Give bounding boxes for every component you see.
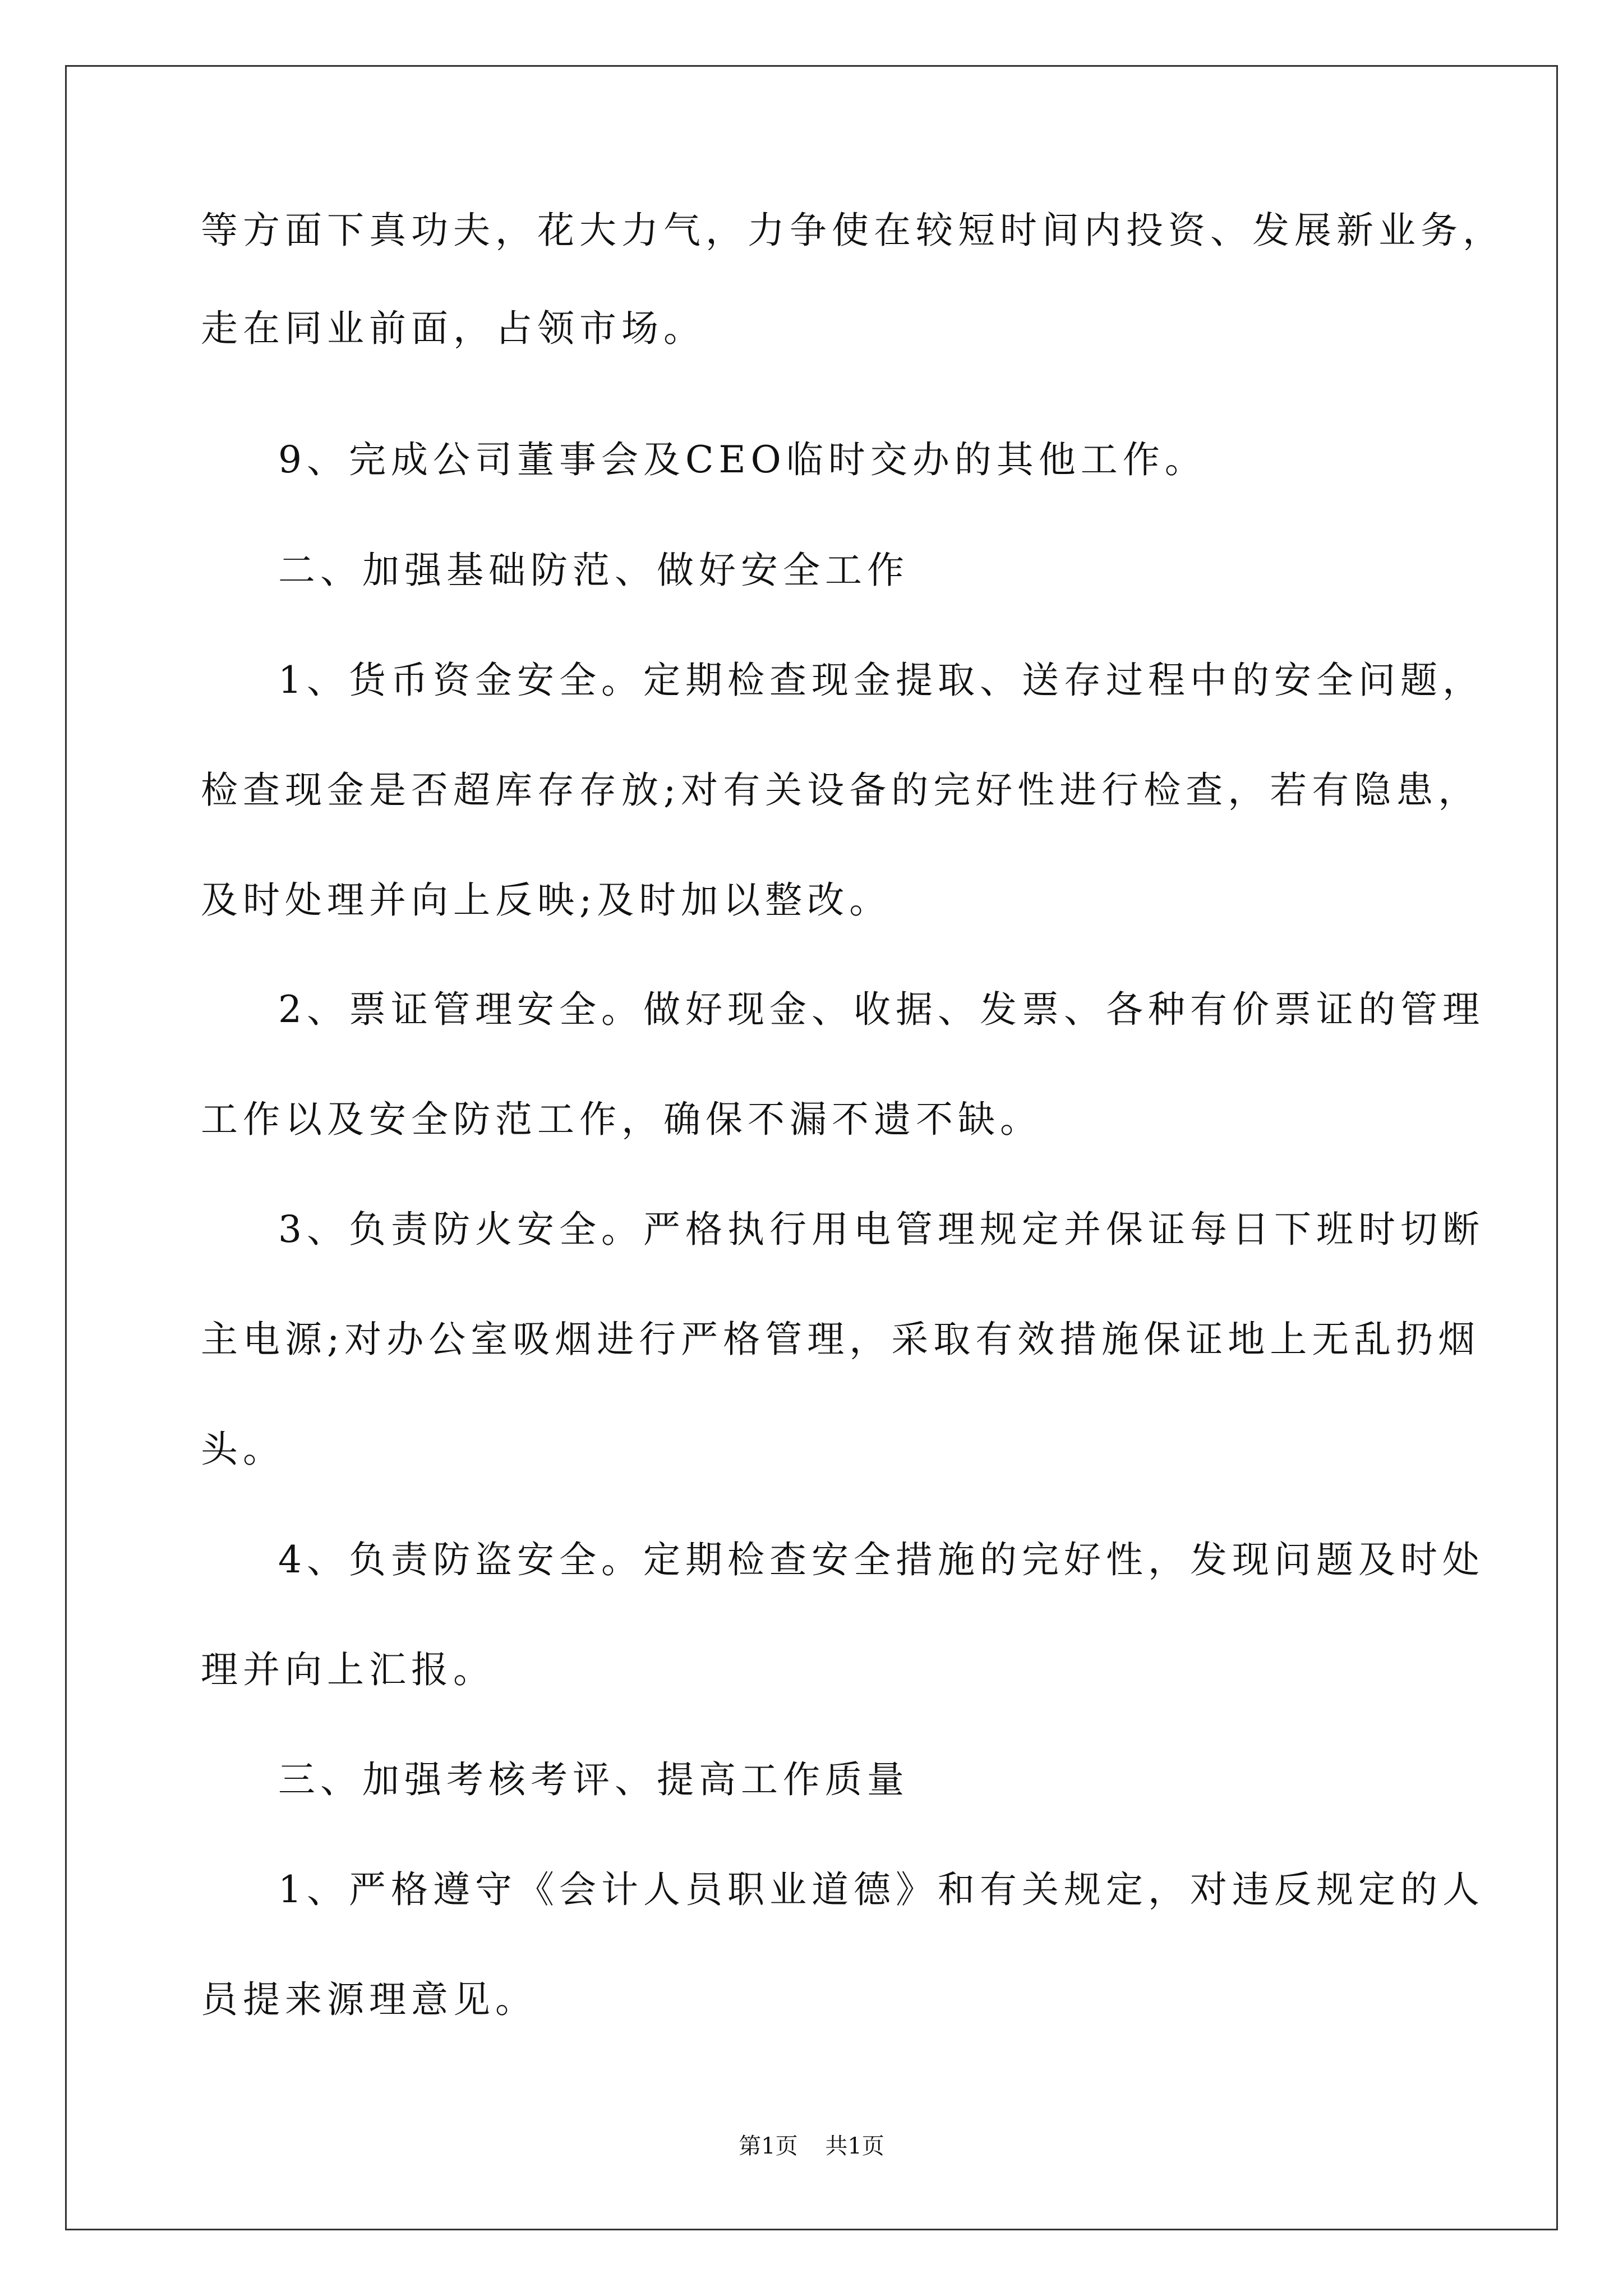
text-line: 走在同业前面，占领市场。 (201, 307, 706, 350)
text-line: 等方面下真功夫，花大力气，力争使在较短时间内投资、发展新业务， (201, 209, 1505, 252)
page-number: 第1页 (739, 2133, 798, 2159)
text-line: 检查现金是否超库存存放;对有关设备的完好性进行检查，若有隐患， (201, 769, 1481, 812)
text-line: 主电源;对办公室吸烟进行严格管理，采取有效措施保证地上无乱扔烟 (201, 1318, 1481, 1361)
text-line: 1、货币资金安全。定期检查现金提取、送存过程中的安全问题， (278, 659, 1484, 702)
text-line: 员提来源理意见。 (201, 1978, 537, 2021)
text-line: 9、完成公司董事会及CEO临时交办的其他工作。 (278, 438, 1207, 481)
page-total: 共1页 (825, 2133, 884, 2159)
text-line: 2、票证管理安全。做好现金、收据、发票、各种有价票证的管理 (278, 988, 1484, 1031)
text-line: 理并向上汇报。 (201, 1648, 495, 1691)
text-line: 头。 (201, 1428, 285, 1471)
section-heading: 三、加强考核考评、提高工作质量 (278, 1758, 909, 1801)
text-line: 3、负责防火安全。严格执行用电管理规定并保证每日下班时切断 (278, 1208, 1484, 1251)
text-line: 4、负责防盗安全。定期检查安全措施的完好性，发现问题及时处 (278, 1538, 1484, 1581)
text-line: 及时处理并向上反映;及时加以整改。 (201, 878, 892, 922)
text-line: 1、严格遵守《会计人员职业道德》和有关规定，对违反规定的人 (278, 1868, 1484, 1911)
section-heading: 二、加强基础防范、做好安全工作 (278, 549, 909, 592)
page-footer (0, 2135, 1623, 2157)
text-line: 工作以及安全防范工作，确保不漏不遗不缺。 (201, 1098, 1042, 1141)
